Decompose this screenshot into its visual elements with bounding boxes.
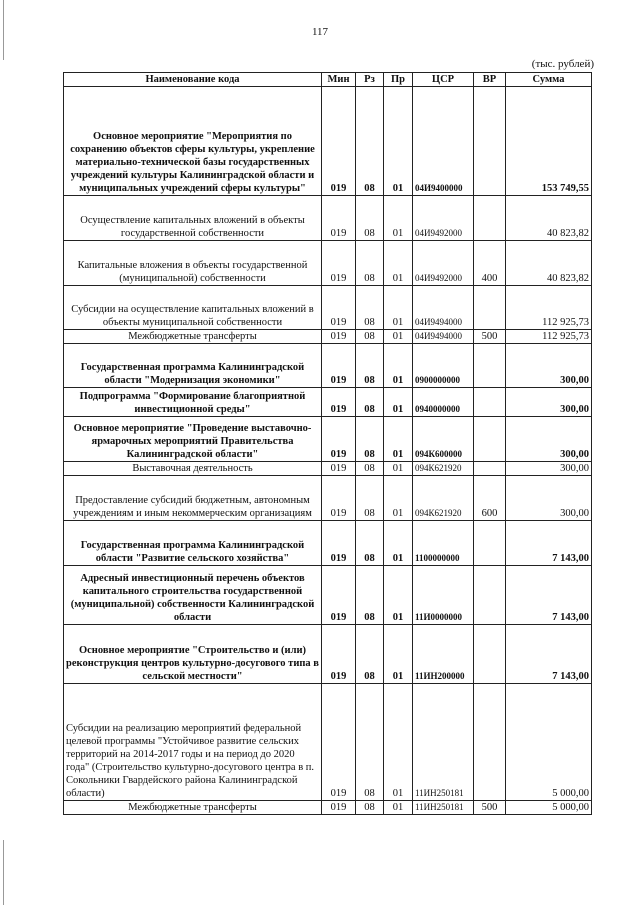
row-csr: 04И9492000 (413, 196, 474, 241)
row-rz: 08 (356, 462, 384, 476)
scan-edge-mark (3, 840, 4, 905)
row-rz: 08 (356, 521, 384, 566)
row-vr: 500 (474, 330, 506, 344)
header-name: Наименование кода (64, 73, 322, 87)
row-sum: 300,00 (506, 462, 592, 476)
row-sum: 7 143,00 (506, 625, 592, 684)
row-pr: 01 (384, 286, 413, 330)
row-name: Субсидии на реализацию мероприятий федеральной целевой программы "Устойчивое развитие сельских территорий на 2014-2017 годы и на период до 2020 года" (Строительство культурно-досугового центра в п. Сокольники Гвардейского района Калининградской области) (64, 684, 322, 801)
row-name: Межбюджетные трансферты (64, 330, 322, 344)
header-sum: Сумма (506, 73, 592, 87)
row-vr (474, 388, 506, 417)
row-pr: 01 (384, 196, 413, 241)
table-row (64, 476, 592, 521)
row-csr: 11ИН250181 (413, 684, 474, 801)
row-rz: 08 (356, 476, 384, 521)
row-csr: 04И9494000 (413, 286, 474, 330)
row-min: 019 (322, 344, 356, 388)
row-rz: 08 (356, 196, 384, 241)
table-row (64, 521, 592, 566)
row-min: 019 (322, 330, 356, 344)
row-pr: 01 (384, 462, 413, 476)
row-vr (474, 625, 506, 684)
row-rz: 08 (356, 417, 384, 462)
row-vr (474, 344, 506, 388)
row-pr: 01 (384, 476, 413, 521)
table-row (64, 417, 592, 462)
row-csr: 11И0000000 (413, 566, 474, 625)
row-sum: 153 749,55 (506, 87, 592, 196)
row-pr: 01 (384, 417, 413, 462)
row-csr: 11ИН250181 (413, 801, 474, 815)
row-rz: 08 (356, 330, 384, 344)
table-row (64, 87, 592, 196)
row-min: 019 (322, 241, 356, 286)
row-pr: 01 (384, 684, 413, 801)
row-pr: 01 (384, 344, 413, 388)
row-rz: 08 (356, 286, 384, 330)
row-sum: 300,00 (506, 388, 592, 417)
row-rz: 08 (356, 87, 384, 196)
row-name: Капитальные вложения в объекты государственной (муниципальной) собственности (64, 241, 322, 286)
table-header-row (64, 73, 592, 87)
row-vr (474, 87, 506, 196)
row-vr (474, 196, 506, 241)
budget-table (63, 72, 592, 815)
table-row (64, 388, 592, 417)
row-sum: 112 925,73 (506, 330, 592, 344)
row-min: 019 (322, 196, 356, 241)
table-row (64, 196, 592, 241)
table-row (64, 625, 592, 684)
table-row (64, 286, 592, 330)
row-min: 019 (322, 476, 356, 521)
row-name: Основное мероприятие "Мероприятия по сохранению объектов сферы культуры, укрепление материально-технической базы государственных учреждений культуры Калининградской области и муниципальных учреждений сферы культуры" (64, 87, 322, 196)
row-name: Предоставление субсидий бюджетным, автономным учреждениям и иным некоммерческим организациям (64, 476, 322, 521)
row-min: 019 (322, 625, 356, 684)
row-min: 019 (322, 87, 356, 196)
row-vr: 400 (474, 241, 506, 286)
row-pr: 01 (384, 87, 413, 196)
row-pr: 01 (384, 521, 413, 566)
row-rz: 08 (356, 241, 384, 286)
row-min: 019 (322, 286, 356, 330)
row-vr (474, 417, 506, 462)
row-vr (474, 566, 506, 625)
table-row (64, 330, 592, 344)
header-min: Мин (322, 73, 356, 87)
table-row (64, 462, 592, 476)
row-csr: 1100000000 (413, 521, 474, 566)
row-name: Осуществление капитальных вложений в объекты государственной собственности (64, 196, 322, 241)
row-rz: 08 (356, 344, 384, 388)
row-rz: 08 (356, 566, 384, 625)
scan-edge-mark (3, 0, 4, 60)
row-pr: 01 (384, 801, 413, 815)
row-sum: 7 143,00 (506, 566, 592, 625)
row-sum: 40 823,82 (506, 241, 592, 286)
row-name: Государственная программа Калининградской области "Развитие сельского хозяйства" (64, 521, 322, 566)
row-sum: 300,00 (506, 417, 592, 462)
row-sum: 300,00 (506, 344, 592, 388)
row-name: Основное мероприятие "Строительство и (или) реконструкция центров культурно-досугового типа в сельской местности" (64, 625, 322, 684)
row-csr: 04И9492000 (413, 241, 474, 286)
header-csr: ЦСР (413, 73, 474, 87)
row-csr: 0940000000 (413, 388, 474, 417)
page-number: 117 (311, 26, 329, 38)
row-rz: 08 (356, 684, 384, 801)
row-min: 019 (322, 462, 356, 476)
row-csr: 094К621920 (413, 476, 474, 521)
row-rz: 08 (356, 801, 384, 815)
table-row (64, 241, 592, 286)
row-name: Адресный инвестиционный перечень объектов капитального строительства государственной (муниципальной) собственности Калининградской области (64, 566, 322, 625)
row-vr (474, 684, 506, 801)
row-csr: 11ИН200000 (413, 625, 474, 684)
row-min: 019 (322, 684, 356, 801)
row-min: 019 (322, 388, 356, 417)
row-pr: 01 (384, 241, 413, 286)
units-label: (тыс. рублей) (531, 58, 594, 70)
row-pr: 01 (384, 330, 413, 344)
header-vr: ВР (474, 73, 506, 87)
row-sum: 7 143,00 (506, 521, 592, 566)
row-min: 019 (322, 566, 356, 625)
row-name: Подпрограмма "Формирование благоприятной инвестиционной среды" (64, 388, 322, 417)
row-min: 019 (322, 417, 356, 462)
row-vr (474, 521, 506, 566)
row-vr (474, 286, 506, 330)
row-csr: 04И9494000 (413, 330, 474, 344)
row-csr: 0900000000 (413, 344, 474, 388)
row-sum: 40 823,82 (506, 196, 592, 241)
table-row (64, 684, 592, 801)
header-rz: Рз (356, 73, 384, 87)
table-row (64, 801, 592, 815)
row-sum: 5 000,00 (506, 684, 592, 801)
row-vr (474, 462, 506, 476)
row-name: Государственная программа Калининградской области "Модернизация экономики" (64, 344, 322, 388)
row-csr: 094К621920 (413, 462, 474, 476)
row-min: 019 (322, 801, 356, 815)
row-pr: 01 (384, 566, 413, 625)
row-sum: 112 925,73 (506, 286, 592, 330)
row-rz: 08 (356, 388, 384, 417)
row-csr: 094К600000 (413, 417, 474, 462)
row-rz: 08 (356, 625, 384, 684)
table-row (64, 344, 592, 388)
row-name: Основное мероприятие "Проведение выставочно-ярмарочных мероприятий Правительства Калининградской области" (64, 417, 322, 462)
row-pr: 01 (384, 388, 413, 417)
row-name: Межбюджетные трансферты (64, 801, 322, 815)
row-name: Субсидии на осуществление капитальных вложений в объекты муниципальной собственности (64, 286, 322, 330)
header-pr: Пр (384, 73, 413, 87)
row-vr: 600 (474, 476, 506, 521)
row-csr: 04И9400000 (413, 87, 474, 196)
row-min: 019 (322, 521, 356, 566)
row-vr: 500 (474, 801, 506, 815)
table-row (64, 566, 592, 625)
row-name: Выставочная деятельность (64, 462, 322, 476)
row-pr: 01 (384, 625, 413, 684)
row-sum: 5 000,00 (506, 801, 592, 815)
row-sum: 300,00 (506, 476, 592, 521)
